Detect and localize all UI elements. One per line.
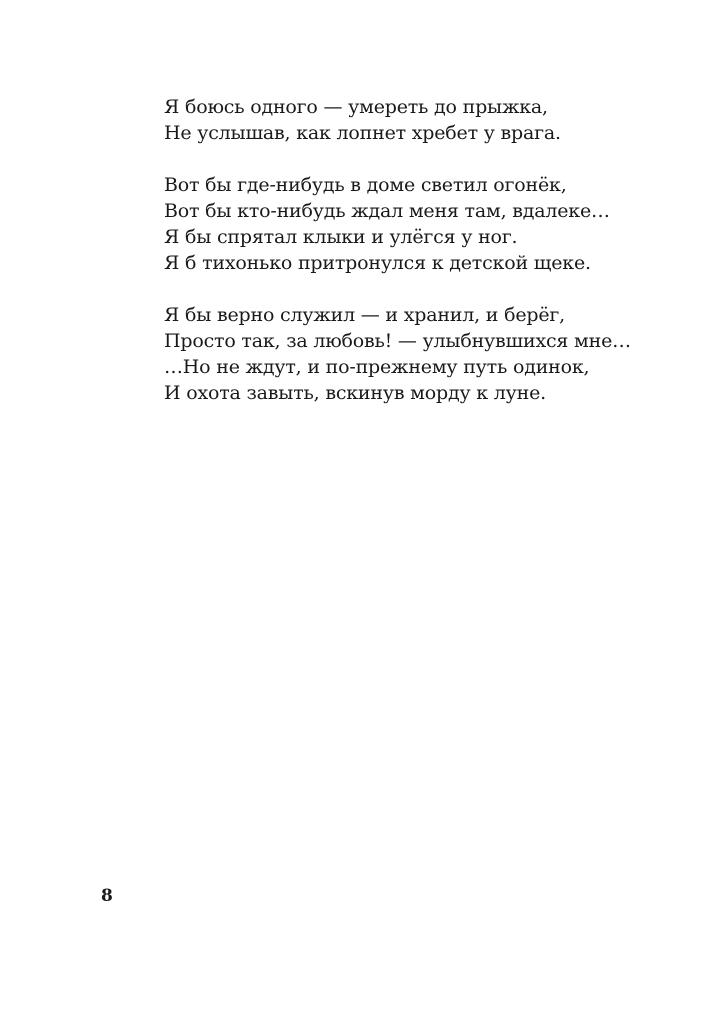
poem-line: Вот бы где-нибудь в доме светил огонёк, [164, 174, 567, 196]
poem-line: Не услышав, как лопнет хребет у врага. [164, 122, 561, 144]
stanza-3 [164, 302, 684, 406]
poem-line: …Но не ждут, и по-прежнему путь одинок, [164, 356, 590, 378]
poem-line: Вот бы кто-нибудь ждал меня там, вдалеке… [164, 200, 610, 222]
poem-line: Я боюсь одного — умереть до прыжка, [164, 96, 548, 118]
stanza-2 [164, 172, 684, 276]
poem-line: Я бы верно служил — и хранил, и берёг, [164, 304, 565, 326]
poem-line: И охота завыть, вскинув морду к луне. [164, 382, 546, 404]
poem-line: Я б тихонько притронулся к детской щеке. [164, 252, 591, 274]
poem-line: Просто так, за любовь! — улыбнувшихся мне… [164, 330, 631, 352]
stanza-1 [164, 94, 684, 146]
poem [164, 94, 684, 432]
page-number: 8 [101, 886, 113, 906]
poem-line: Я бы спрятал клыки и улёгся у ног. [164, 226, 518, 248]
